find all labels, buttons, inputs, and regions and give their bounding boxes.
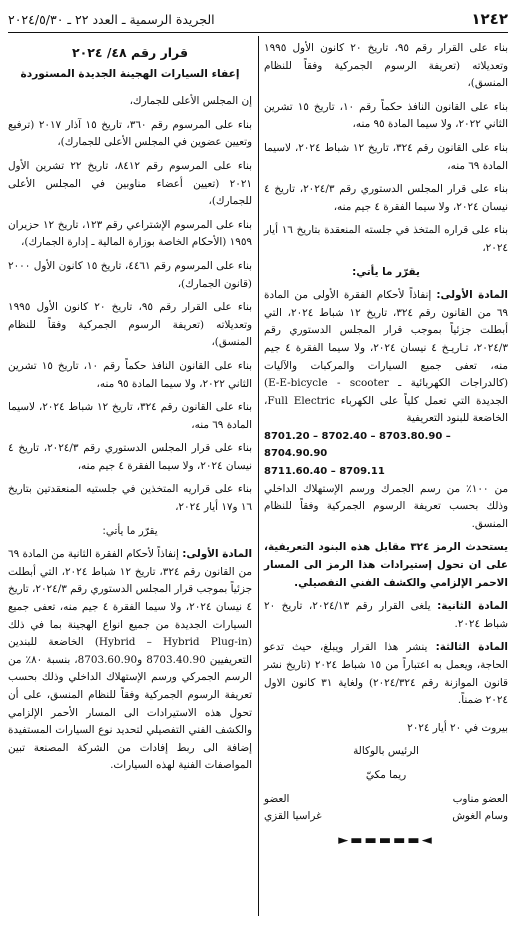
member-deputy-label: العضو مناوب <box>452 792 508 805</box>
article-3-lead: المادة الثالثة: <box>435 641 508 654</box>
preamble-paragraph: بناء على قراريه المتخذين في جلستيه المنعقدتين بتاريخ ١٦ و١٧ أيار ٢٠٢٤، <box>8 483 252 514</box>
end-ornament: ◄▬▬▬▬▬► <box>338 832 434 848</box>
decision-title: قرار رقم ٤٨/ ٢٠٢٤ <box>71 45 189 60</box>
article-1 <box>264 287 508 428</box>
preamble-paragraph: بناء على المرسوم رقم ٤٤٦١، تاريخ ١٥ كانون الأول ٢٠٠٠ (قانون الجمارك)، <box>8 259 253 290</box>
member-deputy-name: وسام الغوش <box>452 810 508 823</box>
preamble-paragraph: بناء على قرار المجلس الدستوري رقم ٢٠٢٤/٣، تاريخ ٤ نيسان ٢٠٢٤، ولا سيما الفقرة ٤ جيم منه، <box>264 183 508 213</box>
president-name: ريما مكيّ <box>365 768 407 781</box>
article-1 <box>8 546 252 775</box>
article-2 <box>264 598 508 633</box>
preamble-paragraph: بناء على قرار المجلس الدستوري رقم ٢٠٢٤/٣، تاريخ ٤ نيسان ٢٠٢٤، ولا سيما الفقرة ٤ جيم منه، <box>8 442 252 472</box>
preamble-paragraph: بناء على المرسوم الإشتراعي رقم ١٢٣، تاريخ ١٢ حزيران ١٩٥٩ (الأحكام الخاصة بوزارة المالية ـ إدارة الجمارك)، <box>8 218 253 249</box>
left-column <box>8 40 252 781</box>
decides-heading: يقرّر ما يأتي: <box>102 524 158 537</box>
member-name: غراسيا القزي <box>264 810 322 823</box>
preamble-paragraph: بناء على القرار رقم ٩٥، تاريخ ٢٠ كانون الأول ١٩٩٥ وتعديلاته (تعريفة الرسوم الجمركية وفقاً للنظام المنسق)، <box>264 42 508 90</box>
preamble-paragraph: إن المجلس الأعلى للجمارك، <box>129 95 252 108</box>
article-3-text: ينشر هذا القرار ويبلغ، حيث تدعو الحاجة، ويعمل به اعتباراً من ١٥ شباط ٢٠٢٤ (تاريخ نشر قانون الموازنة رقم ٢٠٢٤/٣٢٤) ولغاية ٣١ كانون الاول ٢٠٢٤ ضمناً. <box>264 641 508 707</box>
president-title: الرئيس بالوكالة <box>353 745 419 758</box>
preamble-paragraph: بناء على قراره المتخذ في جلسته المنعقدة بتاريخ ١٦ أيار ٢٠٢٤، <box>264 224 508 254</box>
members-names <box>264 808 508 826</box>
page-number: ١٢٤٢ <box>471 10 508 28</box>
article-1-lead: المادة الأولى: <box>436 289 508 302</box>
right-column <box>264 40 508 849</box>
members-labels <box>264 791 508 809</box>
preamble-paragraph: بناء على القانون النافذ حكماً رقم ١٠، تاريخ ١٥ تشرين الثاني ٢٠٢٢، ولا سيما المادة ٩٥ منه، <box>264 100 509 131</box>
preamble-paragraph: بناء على القرار رقم ٩٥، تاريخ ٢٠ كانون الأول ١٩٩٥ وتعديلاته (تعريفة الرسوم الجمركية وفقاً للنظام المنسق)، <box>8 301 252 349</box>
decision-subject: إعفاء السيارات الهجينة الجديدة المستوردة <box>20 67 240 80</box>
page-header <box>8 6 508 32</box>
preamble-paragraph: بناء على القانون رقم ٣٢٤، تاريخ ١٢ شباط ٢٠٢٤، لاسيما المادة ٦٩ منه، <box>8 401 252 431</box>
article-1-text: إنفاذاً لأحكام الفقرة الأولى من المادة ٦٩ من القانون رقم ٣٢٤، تاريخ ١٢ شباط ٢٠٢٤، التي أبطلت جزئياً بموجب قرار المجلس الدستوري رقم ٢٠٢٤/٣، تـاريـخ ٤ نيسان ٢٠٢٤، ولا سيما الفقرة ٤ جيم منه، تعفى جميع السيارات والمركبات والآليات (كالدراجات الكهربائية ـ E-E-bicycle - scooter) الجديدة التي تعمل كلياً على الكهرباء Full Electric، الخاضعة للبنود التعريفية <box>264 289 509 425</box>
article-2-text: يلغى القرار رقم ٢٠٢٤/١٣، تاريخ ٢٠ شباط ٢٠٢٤. <box>264 600 508 630</box>
article-2-lead: المادة الثانية: <box>437 600 508 613</box>
gazette-issue-title: الجريدة الرسمية ـ العدد ٢٢ ـ ٢٠٢٤/٥/٣٠ <box>8 11 215 27</box>
tariff-codes-line-2: 8711.60.40 – 8709.11 <box>264 466 385 478</box>
tariff-codes-line-1: 8701.20 – 8702.40 – 8703.80.90 – 8704.90.90 <box>264 430 451 460</box>
article-3 <box>264 639 508 709</box>
preamble-paragraph: بناء على القانون النافذ حكماً رقم ١٠، تاريخ ١٥ تشرين الثاني ٢٠٢٢، ولا سيما المادة ٩٥ منه، <box>8 359 253 390</box>
decides-heading: يقرّر ما يأتي: <box>352 265 420 278</box>
preamble-paragraph: بناء على القانون رقم ٣٢٤، تاريخ ١٢ شباط ٢٠٢٤، لاسيما المادة ٦٩ منه، <box>264 141 508 172</box>
article-1-lead: المادة الأولى: <box>182 548 253 561</box>
header-divider <box>8 32 508 33</box>
preamble-paragraph: بناء على المرسوم رقم ٣٦٠، تاريخ ١٥ آذار ٢٠١٧ (ترفيع وتعيين عضوين في المجلس الأعلى للجمارك)، <box>8 118 253 149</box>
member-label: العضو <box>264 792 290 805</box>
code-notice: يستحدث الرمز ٣٢٤ مقابل هذه البنود التعريفية، على ان تحول إستيرادات هذا الرمز الى المسار الاحمر الإلزامي والكشف الفني التفصيلي. <box>264 541 508 589</box>
article-1-text-end: من ١٠٠٪ من رسم الجمرك ورسم الإستهلاك الداخلي وذلك بحسب تعريفة الرسوم الجمركية وفقاً للنظام المنسق. <box>264 482 509 530</box>
article-1-text: إنفاذاً لأحكام الفقرة الثانية من المادة ٦٩ من القانون رقم ٣٢٤، تاريخ ١٢ شباط ٢٠٢٤، التي أبطلت جزئياً بموجب قرار المجلس الدستوري رقم ٢٠٢٤/٣، تاريخ ٤ نيسان ٢٠٢٤، ولا سيما الفقرة ٤ جيم منه، تعفى جميع السيارات الجديدة من جميع انواع الهجينة بما في ذلك (Hybrid – Hybrid Plug-in) الخاضعة للبندين التعريفيين 8703.40.90 و8703.60.90، بنسبة ٨٠٪ من الرسم الجمركي ورسم الإستهلاك الداخلي وذلك بحسب تعريفة الرسوم الجمركية وفقاً للنظام المنسق، على أن تحول هذه الاستيرادات الى المسار الأحمر الإلزامي والكشف الفني التفصيلي لتحديد نوع السيارات المستفيدة إضافة الى ربط إفادات من الشركة المصنعة تبين المواصفات الفنية لهذه السيارات. <box>8 548 253 772</box>
column-divider <box>258 36 259 916</box>
preamble-paragraph: بناء على المرسوم رقم ٨٤١٢، تاريخ ٢٢ تشرين الأول ٢٠٢١ (تعيين أعضاء مناوبين في المجلس الأعلى للجمارك)، <box>8 159 252 208</box>
place-date: بيروت في ٢٠ أيار ٢٠٢٤ <box>407 721 508 734</box>
